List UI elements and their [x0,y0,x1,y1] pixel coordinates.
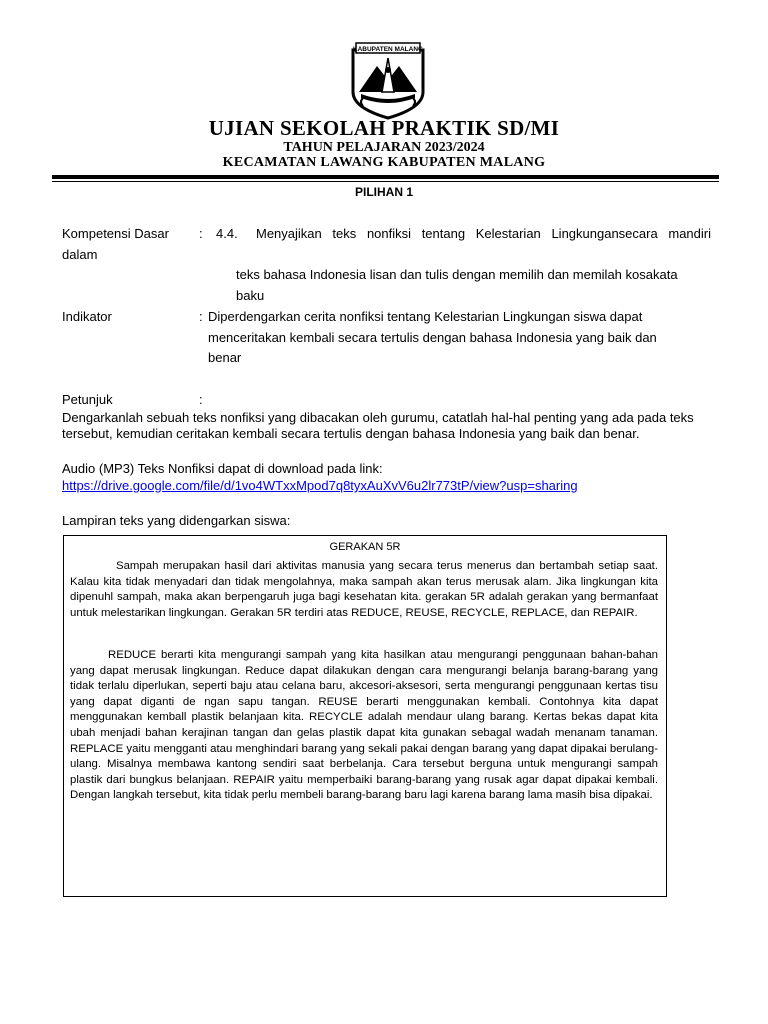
kompetensi-line-1: Menyajikan teks nonfiksi tentang Kelestarian Lingkungansecara mandiri [256,226,711,241]
petunjuk-colon: : [199,392,203,407]
indikator-colon: : [199,309,203,324]
district-name: KECAMATAN LAWANG KABUPATEN MALANG [222,155,546,170]
kompetensi-line-2: teks bahasa Indonesia lisan dan tulis dengan memilih dan memilah kosakata [236,267,678,282]
logo-text: KABUPATEN MALANG [352,46,424,53]
kompetensi-label-cont: dalam [62,247,98,262]
indikator-line-1: Diperdengarkan cerita nonfiksi tentang Kelestarian Lingkungan siswa dapat [208,309,643,324]
lampiran-label: Lampiran teks yang didengarkan siswa: [62,513,291,528]
header-divider-thin [52,181,719,182]
kompetensi-line-3: baku [236,288,265,303]
indikator-line-3: benar [208,350,242,365]
petunjuk-label: Petunjuk [62,392,113,407]
academic-year: TAHUN PELAJARAN 2023/2024 [283,140,485,155]
header-divider-thick [52,175,719,179]
kompetensi-number: 4.4. [216,226,238,241]
audio-download-link[interactable]: https://drive.google.com/file/d/1vo4WTxxMpod7q8tyxAuXvV6u2lr773tP/view?usp=sharing [62,478,578,493]
kompetensi-label: Kompetensi Dasar [62,226,169,241]
audio-label: Audio (MP3) Teks Nonfiksi dapat di download pada link: [62,461,383,476]
petunjuk-text: Dengarkanlah sebuah teks nonfiksi yang dibacakan oleh gurumu, catatlah hal-hal penting yang ada pada teks tersebut, kemudian ceritakan kembali secara tertulis dengan bahasa Indonesia yang baik dan benar. [62,410,694,441]
attachment-paragraph-1: Sampah merupakan hasil dari aktivitas manusia yang secara terus menerus dan bertambah setiap saat. Kalau kita tidak menyadari dan tidak mengolahnya, maka sampah akan terus merusak alam. Jika lingkungan kita dipenuhl sampah, maka akan berpengaruh juga bagi kesehatan kita. gerakan 5R adalah gerakan yang bermanfaat untuk melestarikan lingkungan. Gerakan 5R terdiri atas REDUCE, REUSE, RECYCLE, REPLACE, dan REPAIR. [70,560,658,619]
indikator-line-2: menceritakan kembali secara tertulis dengan bahasa Indonesia yang baik dan [208,330,657,345]
attachment-title: GERAKAN 5R [329,541,401,553]
attachment-paragraph-2: REDUCE berarti kita mengurangi sampah yang kita hasilkan atau mengurangi penggunaan bahan-bahan yang dapat merusak lingkungan. Reduce dapat dilakukan dengan cara mengurangi belanja barang-barang yang tidak terlalu diperlukan, seperti baju atau celana baru, akcesori-aksesori, serta mengurangi penggunaan kertas tisu yang dapat diganti de ngan sapu tangan. REUSE berarti menggunakan kembali. Contohnya kita dapat menggunakan kemball plastik belanjaan kita. RECYCLE adalah mendaur ulang barang. Kertas bekas dapat kita ubah menjadi bahan kerajinan tangan dan gelas plastik dapat kita gunakan sebagal wadah menanam tanaman. REPLACE yaitu mengganti atau menghindari barang yang sekali pakai dengan barang yang dapat dipakai berulang-ulang. Misalnya membawa kantong sendiri saat berbelanja. Cara tersebut berguna untuk mengurangi sampah plastik dari bungkus belanjaan. REPAIR yaitu memperbaiki barang-barang yang rusak agar dapat dipakai kembali. Dengan langkah tersebut, kita tidak perlu membeli barang-barang baru lagi karena barang lama masih bisa dipakai. [70,649,658,802]
kabupaten-malang-logo [349,40,427,120]
indikator-label: Indikator [62,309,112,324]
kompetensi-colon: : [199,226,203,241]
exam-title: UJIAN SEKOLAH PRAKTIK SD/MI [208,116,560,140]
section-title: PILIHAN 1 [354,185,413,199]
